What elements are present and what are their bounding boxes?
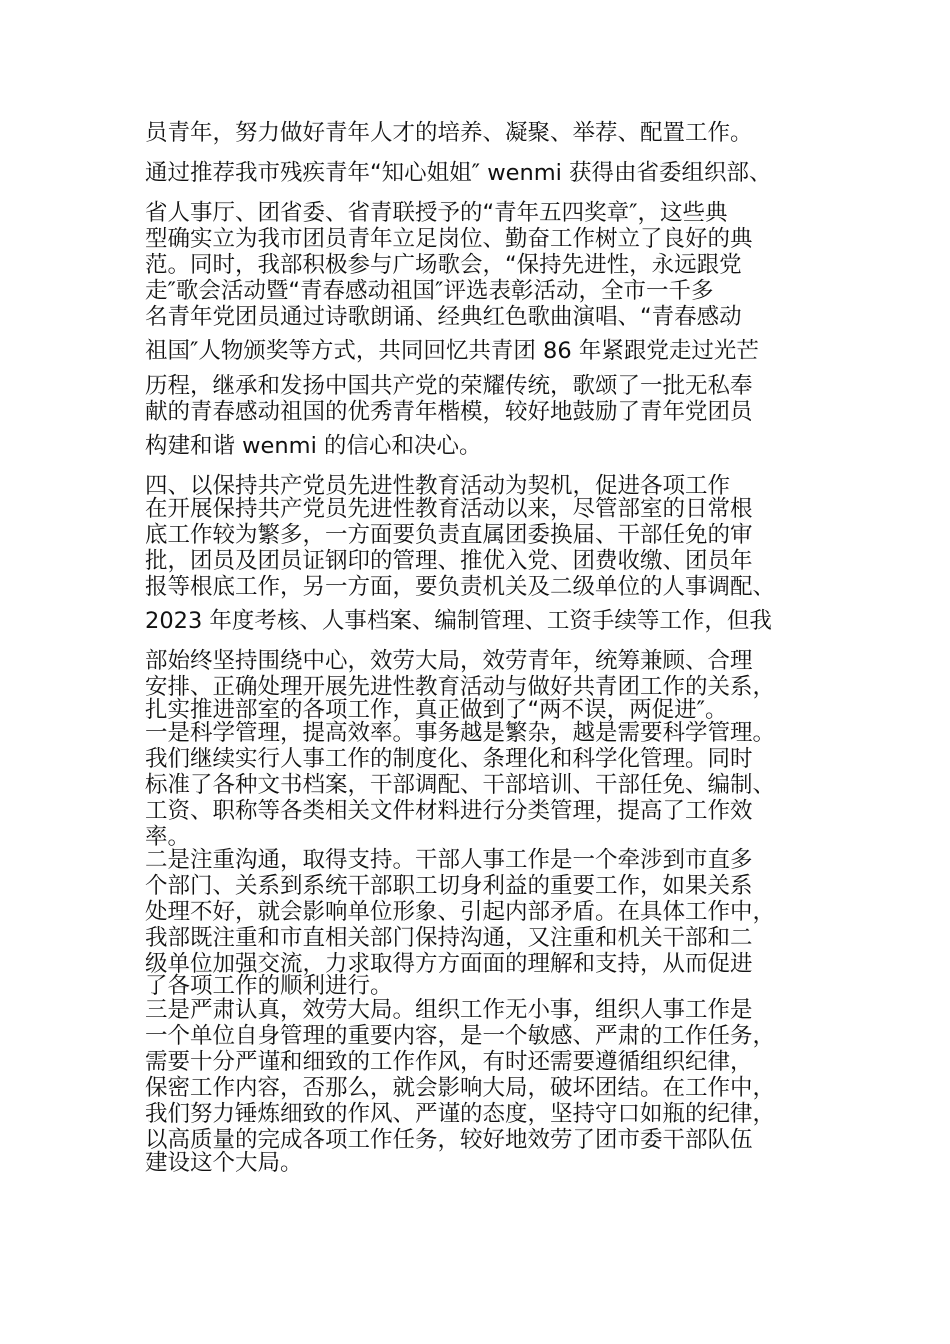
text-line: 构建和谐 wenmi 的信心和决心。 bbox=[145, 433, 482, 459]
text-line: 我部既注重和市直相关部门保持沟通，又注重和机关干部和二 bbox=[145, 925, 753, 951]
text-line: 处理不好，就会影响单位形象、引起内部矛盾。在具体工作中， bbox=[145, 899, 776, 925]
text-line: 安排、正确处理开展先进性教育活动与做好共青团工作的关系， bbox=[145, 674, 776, 700]
text-line: 级单位加强交流，力求取得方方面面的理解和支持，从而促进 bbox=[145, 951, 753, 977]
text-line: 部始终坚持围绕中心，效劳大局，效劳青年，统筹兼顾、合理 bbox=[145, 648, 753, 674]
text-line: 率。 bbox=[145, 824, 191, 850]
text-line: 了各项工作的顺利进行。 bbox=[145, 973, 393, 999]
text-line: 型确实立为我市团员青年立足岗位、勤奋工作树立了良好的典 bbox=[145, 226, 753, 252]
section-heading: 四、以保持共产党员先进性教育活动为契机，促进各项工作 bbox=[145, 473, 731, 499]
text-line: 省人事厅、团省委、省青联授予的“青年五四奖章″，这些典 bbox=[145, 200, 728, 226]
text-line: 通过推荐我市残疾青年“知心姐姐″ wenmi 获得由省委组织部、 bbox=[145, 160, 772, 186]
text-line: 历程，继承和发扬中国共产党的荣耀传统，歌颂了一批无私奉 bbox=[145, 373, 753, 399]
text-line: 献的青春感动祖国的优秀青年楷模，较好地鼓励了青年党团员 bbox=[145, 399, 753, 425]
text-line: 祖国″人物颁奖等方式，共同回忆共青团 86 年紧跟党走过光芒 bbox=[145, 338, 759, 364]
text-line: 个部门、关系到系统干部职工切身利益的重要工作，如果关系 bbox=[145, 873, 753, 899]
text-line: 保密工作内容，否那么，就会影响大局，破坏团结。在工作中， bbox=[145, 1075, 776, 1101]
text-line: 一是科学管理，提高效率。事务越是繁杂，越是需要科学管理。 bbox=[145, 720, 776, 746]
text-line: 工资、职称等各类相关文件材料进行分类管理，提高了工作效 bbox=[145, 798, 753, 824]
text-line: 员青年，努力做好青年人才的培养、凝聚、举荐、配置工作。 bbox=[145, 120, 753, 146]
text-line: 报等根底工作，另一方面，要负责机关及二级单位的人事调配、 bbox=[145, 574, 776, 600]
text-line: 底工作较为繁多，一方面要负责直属团委换届、干部任免的审 bbox=[145, 522, 753, 548]
text-line: 需要十分严谨和细致的工作作风，有时还需要遵循组织纪律， bbox=[145, 1049, 753, 1075]
text-line: 以高质量的完成各项工作任务，较好地效劳了团市委干部队伍 bbox=[145, 1127, 753, 1153]
text-line: 一个单位自身管理的重要内容，是一个敏感、严肃的工作任务， bbox=[145, 1023, 776, 1049]
text-line: 二是注重沟通，取得支持。干部人事工作是一个牵涉到市直多 bbox=[145, 847, 753, 873]
text-line: 扎实推进部室的各项工作，真正做到了“两不误，两促进″。 bbox=[145, 697, 728, 723]
text-line: 我们努力锤炼细致的作风、严谨的态度，坚持守口如瓶的纪律， bbox=[145, 1101, 776, 1127]
text-line: 我们继续实行人事工作的制度化、条理化和科学化管理。同时 bbox=[145, 746, 753, 772]
text-line: 建设这个大局。 bbox=[145, 1150, 303, 1176]
text-line: 批，团员及团员证钢印的管理、推优入党、团费收缴、团员年 bbox=[145, 548, 753, 574]
text-line: 2023 年度考核、人事档案、编制管理、工资手续等工作，但我 bbox=[145, 608, 772, 634]
text-line: 走″歌会活动暨“青春感动祖国″评选表彰活动，全市一千多 bbox=[145, 278, 714, 304]
text-line: 三是严肃认真，效劳大局。组织工作无小事，组织人事工作是 bbox=[145, 997, 753, 1023]
text-line: 名青年党团员通过诗歌朗诵、经典红色歌曲演唱、“青春感动 bbox=[145, 304, 742, 330]
text-line: 在开展保持共产党员先进性教育活动以来，尽管部室的日常根 bbox=[145, 496, 753, 522]
text-line: 范。同时，我部积极参与广场歌会，“保持先进性，永远跟党 bbox=[145, 252, 742, 278]
text-line: 标准了各种文书档案，干部调配、干部培训、干部任免、编制、 bbox=[145, 772, 776, 798]
